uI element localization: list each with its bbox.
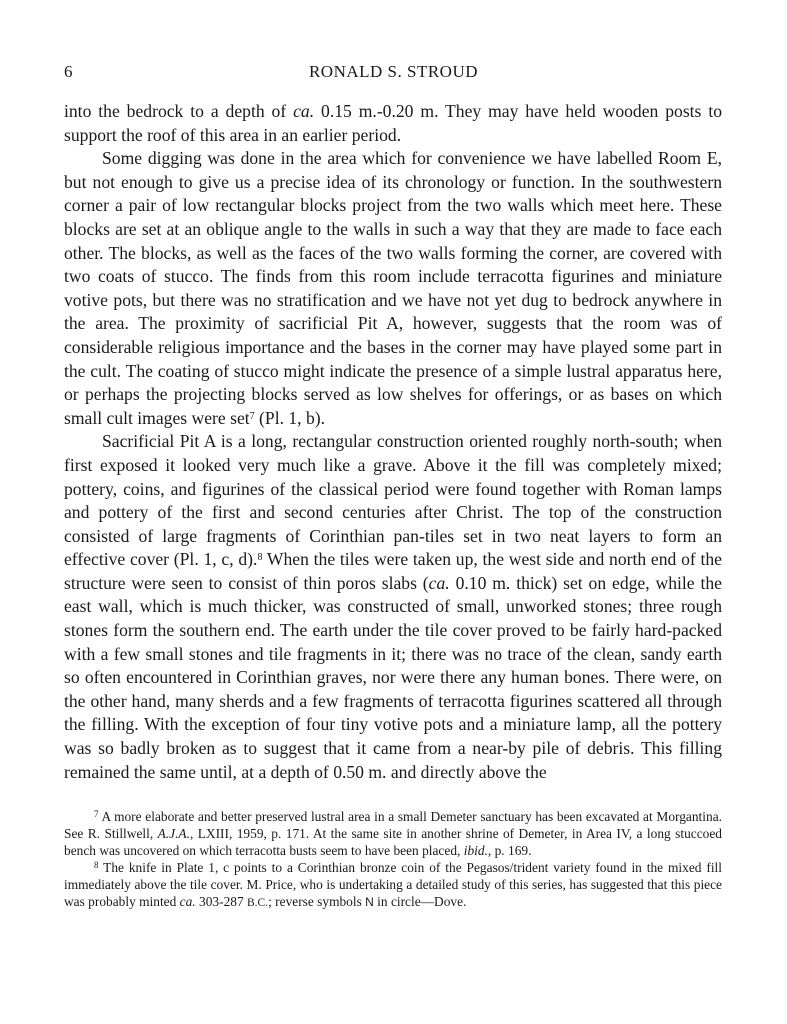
footnote-number: 7 [94, 809, 99, 819]
text-run: A more elaborate and better preserved lustral area in a small Demeter sanctuary has been excavated at Morgantina. See R. Stillwell, [64, 809, 722, 841]
running-head: RONALD S. STROUD [308, 62, 479, 81]
footnotes [64, 808, 722, 912]
text-run: Some digging was done in the area which for convenience we have labelled Room E, but not enough to give us a precise idea of its chronology or function. In the southwestern corner a pair of low rectangular blocks project from the two walls which meet here. These blocks are set at an oblique angle to the walls in such a way that they are made to face each other. The blocks, as well as the faces of the two walls forming the corner, are covered with two coats of stucco. The finds from this room include terracotta figurines and miniature votive pots, but there was no stratification and we have not yet dug to bedrock anywhere in the area. The proximity of sacrificial Pit A, however, suggests that the room was of considerable religious importance and the bases in the corner may have played some part in the cult. The coating of stucco might indicate the presence of a simple lustral apparatus here, or perhaps the projecting blocks served as low shelves for offerings, or as bases on which small cult images were set [64, 148, 722, 428]
footnote-number: 8 [94, 860, 99, 870]
italic-run: ibid. [463, 843, 488, 858]
text-run: , LXIII, 1959, p. 171. At the same site in another shrine of Demeter, in Area IV, a long stuccoed bench was uncovered on which terracotta busts seem to have been placed, [64, 826, 722, 858]
footnote-ref: 7 [249, 410, 255, 422]
body-text [64, 100, 722, 784]
paragraph-3 [64, 430, 722, 784]
text-run: 303-287 [195, 894, 247, 909]
text-run: The knife in Plate 1, c points to a Corinthian bronze coin of the Pegasos/trident variety found in the mixed fill immediately above the tile cover. M. Price, who is undertaking a detailed study of this series, has suggested that this piece was probably minted [64, 860, 722, 909]
text-run: , p. 169. [487, 843, 532, 858]
text-run: 0.10 m. thick) set on edge, while the east wall, which is much thicker, was constructed of small, unworked stones; three rough stones form the southern end. The earth under the tile cover proved to be fairly hard-packed with a few small stones and tile fragments in it; there was no trace of the clean, sandy earth so often encountered in Corinthian graves, nor were there any human bones. There were, on the other hand, many sherds and a few fragments of terracotta figurines scattered all through the filling. With the exception of four tiny votive pots and a miniature lamp, all the pottery was so badly broken as to suggest that it came from a near-by pile of debris. This filling remained the same until, at a depth of 0.50 m. and directly above the [64, 572, 722, 782]
text-run: (Pl. 1, b). [254, 407, 326, 428]
paragraph-1 [64, 100, 722, 147]
italic-run: ca. [428, 572, 450, 593]
text-run: Sacrificial Pit A is a long, rectangular construction oriented roughly north-south; when first exposed it looked very much like a grave. Above it the fill was completely mixed; pottery, coins, and figurines of the classical period were found together with Roman lamps and pottery of the first and second centuries after Christ. The top of the construction consisted of large fragments of Corinthian pan-tiles set in two neat layers to form an effective cover (Pl. 1, c, d). [64, 431, 722, 570]
paragraph-2 [64, 147, 722, 430]
italic-run: ca. [179, 894, 196, 909]
symbol-glyph: N [365, 895, 374, 909]
footnote-ref: 8 [257, 552, 263, 564]
page-number: 6 [64, 62, 73, 81]
footnote-7 [64, 808, 722, 859]
italic-run: ca. [293, 101, 315, 121]
text-run: into the bedrock to a depth of [64, 101, 294, 121]
text-run: in circle—Dove. [373, 894, 467, 909]
small-caps-run: B.C. [247, 897, 269, 909]
footnote-8 [64, 859, 722, 912]
text-run: ; reverse symbols [268, 894, 366, 909]
page-header [64, 62, 723, 86]
italic-run: A.J.A. [157, 826, 190, 841]
text-run: 0.15 m.-0.20 m. They may have held wooden posts to support the roof of this area in an earlier period. [64, 101, 722, 145]
text-run: When the tiles were taken up, the west side and north end of the structure were seen to consist of thin poros slabs ( [64, 549, 722, 593]
